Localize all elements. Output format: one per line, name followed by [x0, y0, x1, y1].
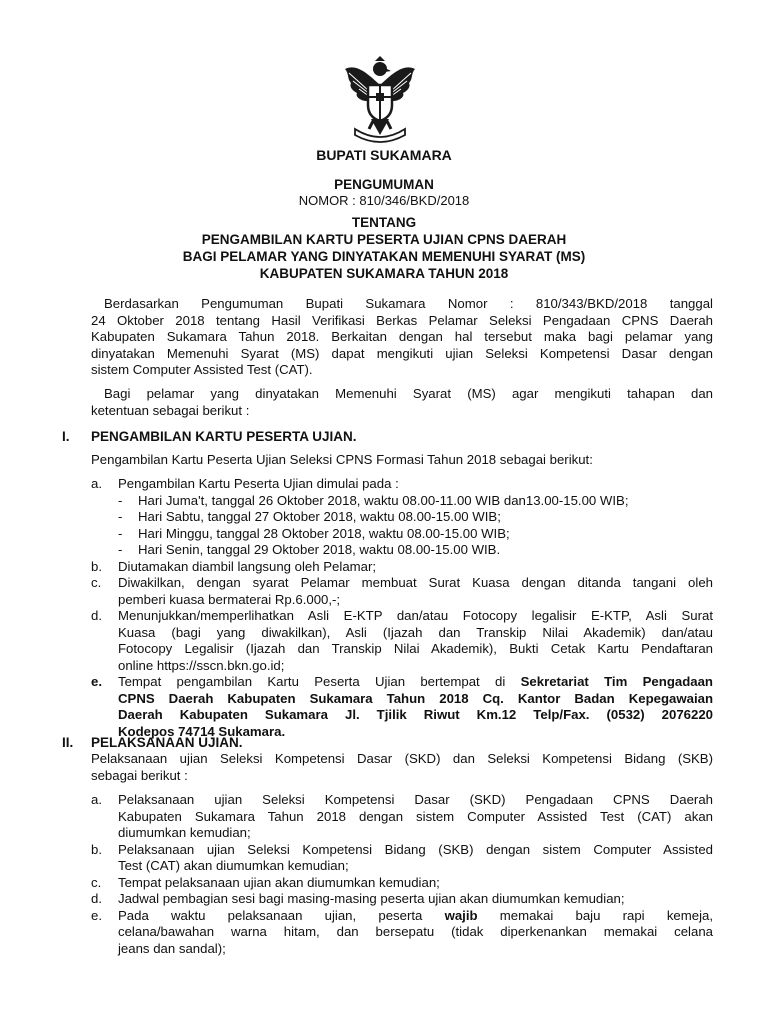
- list-item: b. Pelaksanaan ujian Seleksi Kompetensi Bidang (SKB) dengan sistem Computer Assisted Test (CAT) akan diumumkan kemudian;: [91, 841, 713, 873]
- list-item: a. Pengambilan Kartu Peserta Ujian dimulai pada : - Hari Juma't, tanggal 26 Oktober 2018, waktu 08.00-11.00 WIB dan13.00-15.00 WIB; - Hari Sabtu, tanggal 27 Oktober 2018, waktu 08.00-15.00 WIB; - Hari Minggu, tanggal 28 Oktober 2018, waktu 08.00-15.00 WIB; - Hari Senin, tanggal 29 Oktober 2018, waktu 08.00-15.00 WIB.: [91, 476, 713, 559]
- section-2-title: PELAKSANAAN UJIAN.: [91, 735, 243, 750]
- section-1-list: [91, 476, 713, 740]
- section-2-list: [91, 792, 713, 957]
- intro-line: 24 Oktober 2018 tentang Hasil Verifikasi Berkas Pelamar Seleksi Pengadaan CPNS Daerah: [91, 312, 713, 328]
- list-item: c. Diwakilkan, dengan syarat Pelamar membuat Surat Kuasa dengan ditanda tangani oleh pemberi kuasa bermaterai Rp.6.000,-;: [91, 575, 713, 607]
- title-line-2: PENGAMBILAN KARTU PESERTA UJIAN CPNS DAERAH: [201, 232, 567, 247]
- title-line-3: BAGI PELAMAR YANG DINYATAKAN MEMENUHI SYARAT (MS): [182, 249, 586, 264]
- authority-title: BUPATI SUKAMARA: [316, 147, 452, 163]
- section-2-number: II.: [62, 735, 74, 750]
- list-item: e. Pada waktu pelaksanaan ujian, peserta wajib memakai baju rapi kemeja, celana/bawahan warna hitam, dan bersepatu (tidak diperkenankan memakai celana jeans dan sandal);: [91, 907, 713, 956]
- list-item: c. Tempat pelaksanaan ujian akan diumumkan kemudian;: [91, 874, 440, 890]
- section-1-number: I.: [62, 429, 70, 444]
- intro-paragraph-1: [91, 296, 713, 379]
- doc-number: NOMOR : 810/346/BKD/2018: [298, 193, 470, 208]
- title-line-1: TENTANG: [351, 215, 417, 230]
- schedule-item: - Hari Senin, tanggal 29 Oktober 2018, waktu 08.00-15.00 WIB.: [118, 542, 501, 557]
- section-2-lead: Pelaksanaan ujian Seleksi Kompetensi Dasar (SKD) dan Seleksi Kompetensi Bidang (SKB) sebagai berikut :: [91, 751, 713, 783]
- intro-line: dinyatakan Memenuhi Syarat (MS) dapat mengikuti ujian Seleksi Kompetensi Dasar dengan: [91, 345, 713, 361]
- schedule-item: - Hari Juma't, tanggal 26 Oktober 2018, waktu 08.00-11.00 WIB dan13.00-15.00 WIB;: [118, 492, 629, 508]
- section-1-title: PENGAMBILAN KARTU PESERTA UJIAN.: [91, 429, 357, 444]
- intro-line: Berdasarkan Pengumuman Bupati Sukamara Nomor : 810/343/BKD/2018 tanggal: [104, 296, 713, 311]
- list-item: d. Jadwal pembagian sesi bagi masing-masing peserta ujian akan diumumkan kemudian;: [91, 891, 625, 906]
- list-item: a. Pelaksanaan ujian Seleksi Kompetensi Dasar (SKD) Pengadaan CPNS Daerah Kabupaten Sukamara Tahun 2018 dengan sistem Computer Assisted Test (CAT) akan diumumkan kemudian;: [91, 792, 713, 840]
- garuda-emblem-icon: [339, 55, 421, 145]
- intro-line: ketentuan sebagai berikut :: [91, 402, 250, 418]
- title-line-4: KABUPATEN SUKAMARA TAHUN 2018: [259, 266, 509, 281]
- schedule-item: - Hari Minggu, tanggal 28 Oktober 2018, waktu 08.00-15.00 WIB;: [118, 525, 510, 541]
- schedule-item: - Hari Sabtu, tanggal 27 Oktober 2018, waktu 08.00-15.00 WIB;: [118, 509, 501, 524]
- intro-paragraph-2: [91, 386, 713, 419]
- intro-line: sistem Computer Assisted Test (CAT).: [91, 362, 313, 377]
- list-item: b. Diutamakan diambil langsung oleh Pelamar;: [91, 558, 377, 574]
- intro-line: Kabupaten Sukamara Tahun 2018. Berkaitan dengan hal tersebut maka bagi pelamar yang: [91, 329, 713, 344]
- list-item: d. Menunjukkan/memperlihatkan Asli E-KTP dan/atau Fotocopy legalisir E-KTP, Asli Surat Kuasa (bagi yang diwakilkan), Asli (Ijazah dan Transkip Nilai Akademik) dan/atau Fotocopy Legalisir (Ijazah dan Transkip Nilai Akademik), Bukti Cetak Kartu Pendaftaran online https://sscn.bkn.go.id;: [91, 608, 713, 673]
- section-1-lead: Pengambilan Kartu Peserta Ujian Seleksi CPNS Formasi Tahun 2018 sebagai berikut:: [91, 452, 593, 467]
- doc-type: PENGUMUMAN: [334, 177, 434, 192]
- intro-line: Bagi pelamar yang dinyatakan Memenuhi Syarat (MS) agar mengikuti tahapan dan: [104, 386, 713, 401]
- list-item: e. Tempat pengambilan Kartu Peserta Ujian bertempat di Sekretariat Tim Pengadaan CPNS Daerah Kabupaten Sukamara Tahun 2018 Cq. Kantor Badan Kepegawaian Daerah Kabupaten Sukamara Jl. Tjilik Riwut Km.12 Telp/Fax. (0532) 2076220 Kodepos 74714 Sukamara.: [91, 674, 713, 739]
